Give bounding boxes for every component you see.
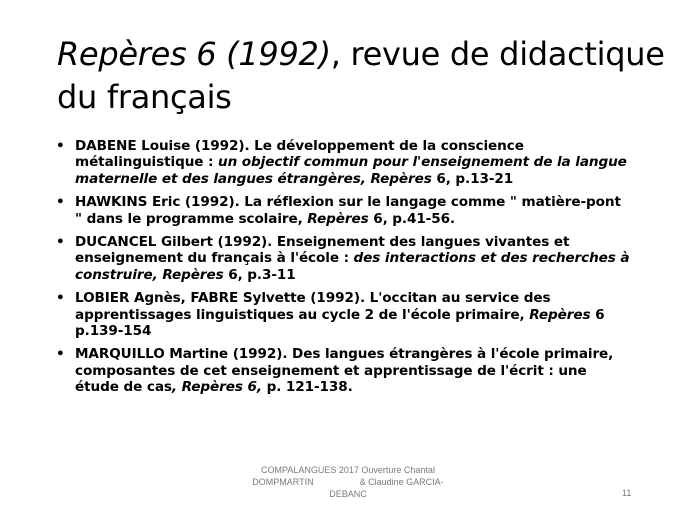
reference-text: DABENE Louise (1992). Le développement de la conscience métalinguistique :	[75, 138, 524, 171]
reference-item	[52, 194, 632, 227]
reference-tail: p. 121-138.	[266, 379, 353, 396]
reference-text: HAWKINS Eric (1992). La réflexion sur le langage comme " matière-pont " dans le programme scolaire,	[75, 194, 621, 227]
reference-tail: 6, p.41-56.	[368, 210, 456, 227]
bullet-icon: •	[56, 138, 65, 154]
reference-text: LOBIER Agnès, FABRE Sylvette (1992). L'occitan au service des apprentissages linguistiques au cycle 2 de l'école primaire,	[75, 290, 551, 323]
reference-list	[52, 138, 632, 403]
page-number: 11	[622, 488, 632, 498]
reference-text: DUCANCEL Gilbert (1992). Enseignement des langues vivantes et enseignement du français à l'école :	[75, 234, 570, 267]
reference-italic: Repères	[307, 210, 369, 227]
bullet-icon: •	[56, 234, 65, 251]
reference-item	[52, 346, 632, 395]
reference-tail: 6, p.13-21	[431, 170, 514, 187]
slide-footer	[228, 464, 468, 500]
reference-italic: , Repères 6,	[171, 379, 267, 396]
bullet-icon: •	[56, 346, 65, 363]
reference-item	[52, 234, 632, 283]
bullet-icon: •	[56, 290, 65, 307]
footer-line-1: COMPALANGUES 2017 Ouverture Chantal	[261, 465, 435, 475]
reference-italic: des interactions et des recherches à construire, Repères	[75, 250, 630, 283]
reference-italic: un objectif commun pour l'enseignement de la langue maternelle et des langues étrangères, Repères	[75, 154, 627, 187]
footer-author-1: DOMPMARTIN	[252, 477, 314, 487]
footer-author-2: & Claudine GARCIA-	[359, 477, 444, 487]
reference-tail: 6 p.139-154	[75, 306, 605, 340]
slide-title	[57, 33, 667, 119]
title-italic: Repères 6 (1992)	[57, 35, 331, 73]
title-rest: , revue de didactique du français	[57, 35, 665, 116]
reference-item	[52, 290, 632, 339]
reference-tail: 6, p.3-11	[223, 266, 296, 283]
reference-text: MARQUILLO Martine (1992). Des langues étrangères à l'école primaire, composantes de cet enseignement et apprentissage de l'écrit : une étude de cas	[75, 346, 614, 396]
reference-item	[52, 138, 632, 187]
footer-line-2	[228, 476, 468, 488]
reference-italic: Repères	[529, 306, 591, 323]
bullet-icon: •	[56, 194, 65, 211]
footer-line-3: DEBANC	[329, 489, 367, 499]
